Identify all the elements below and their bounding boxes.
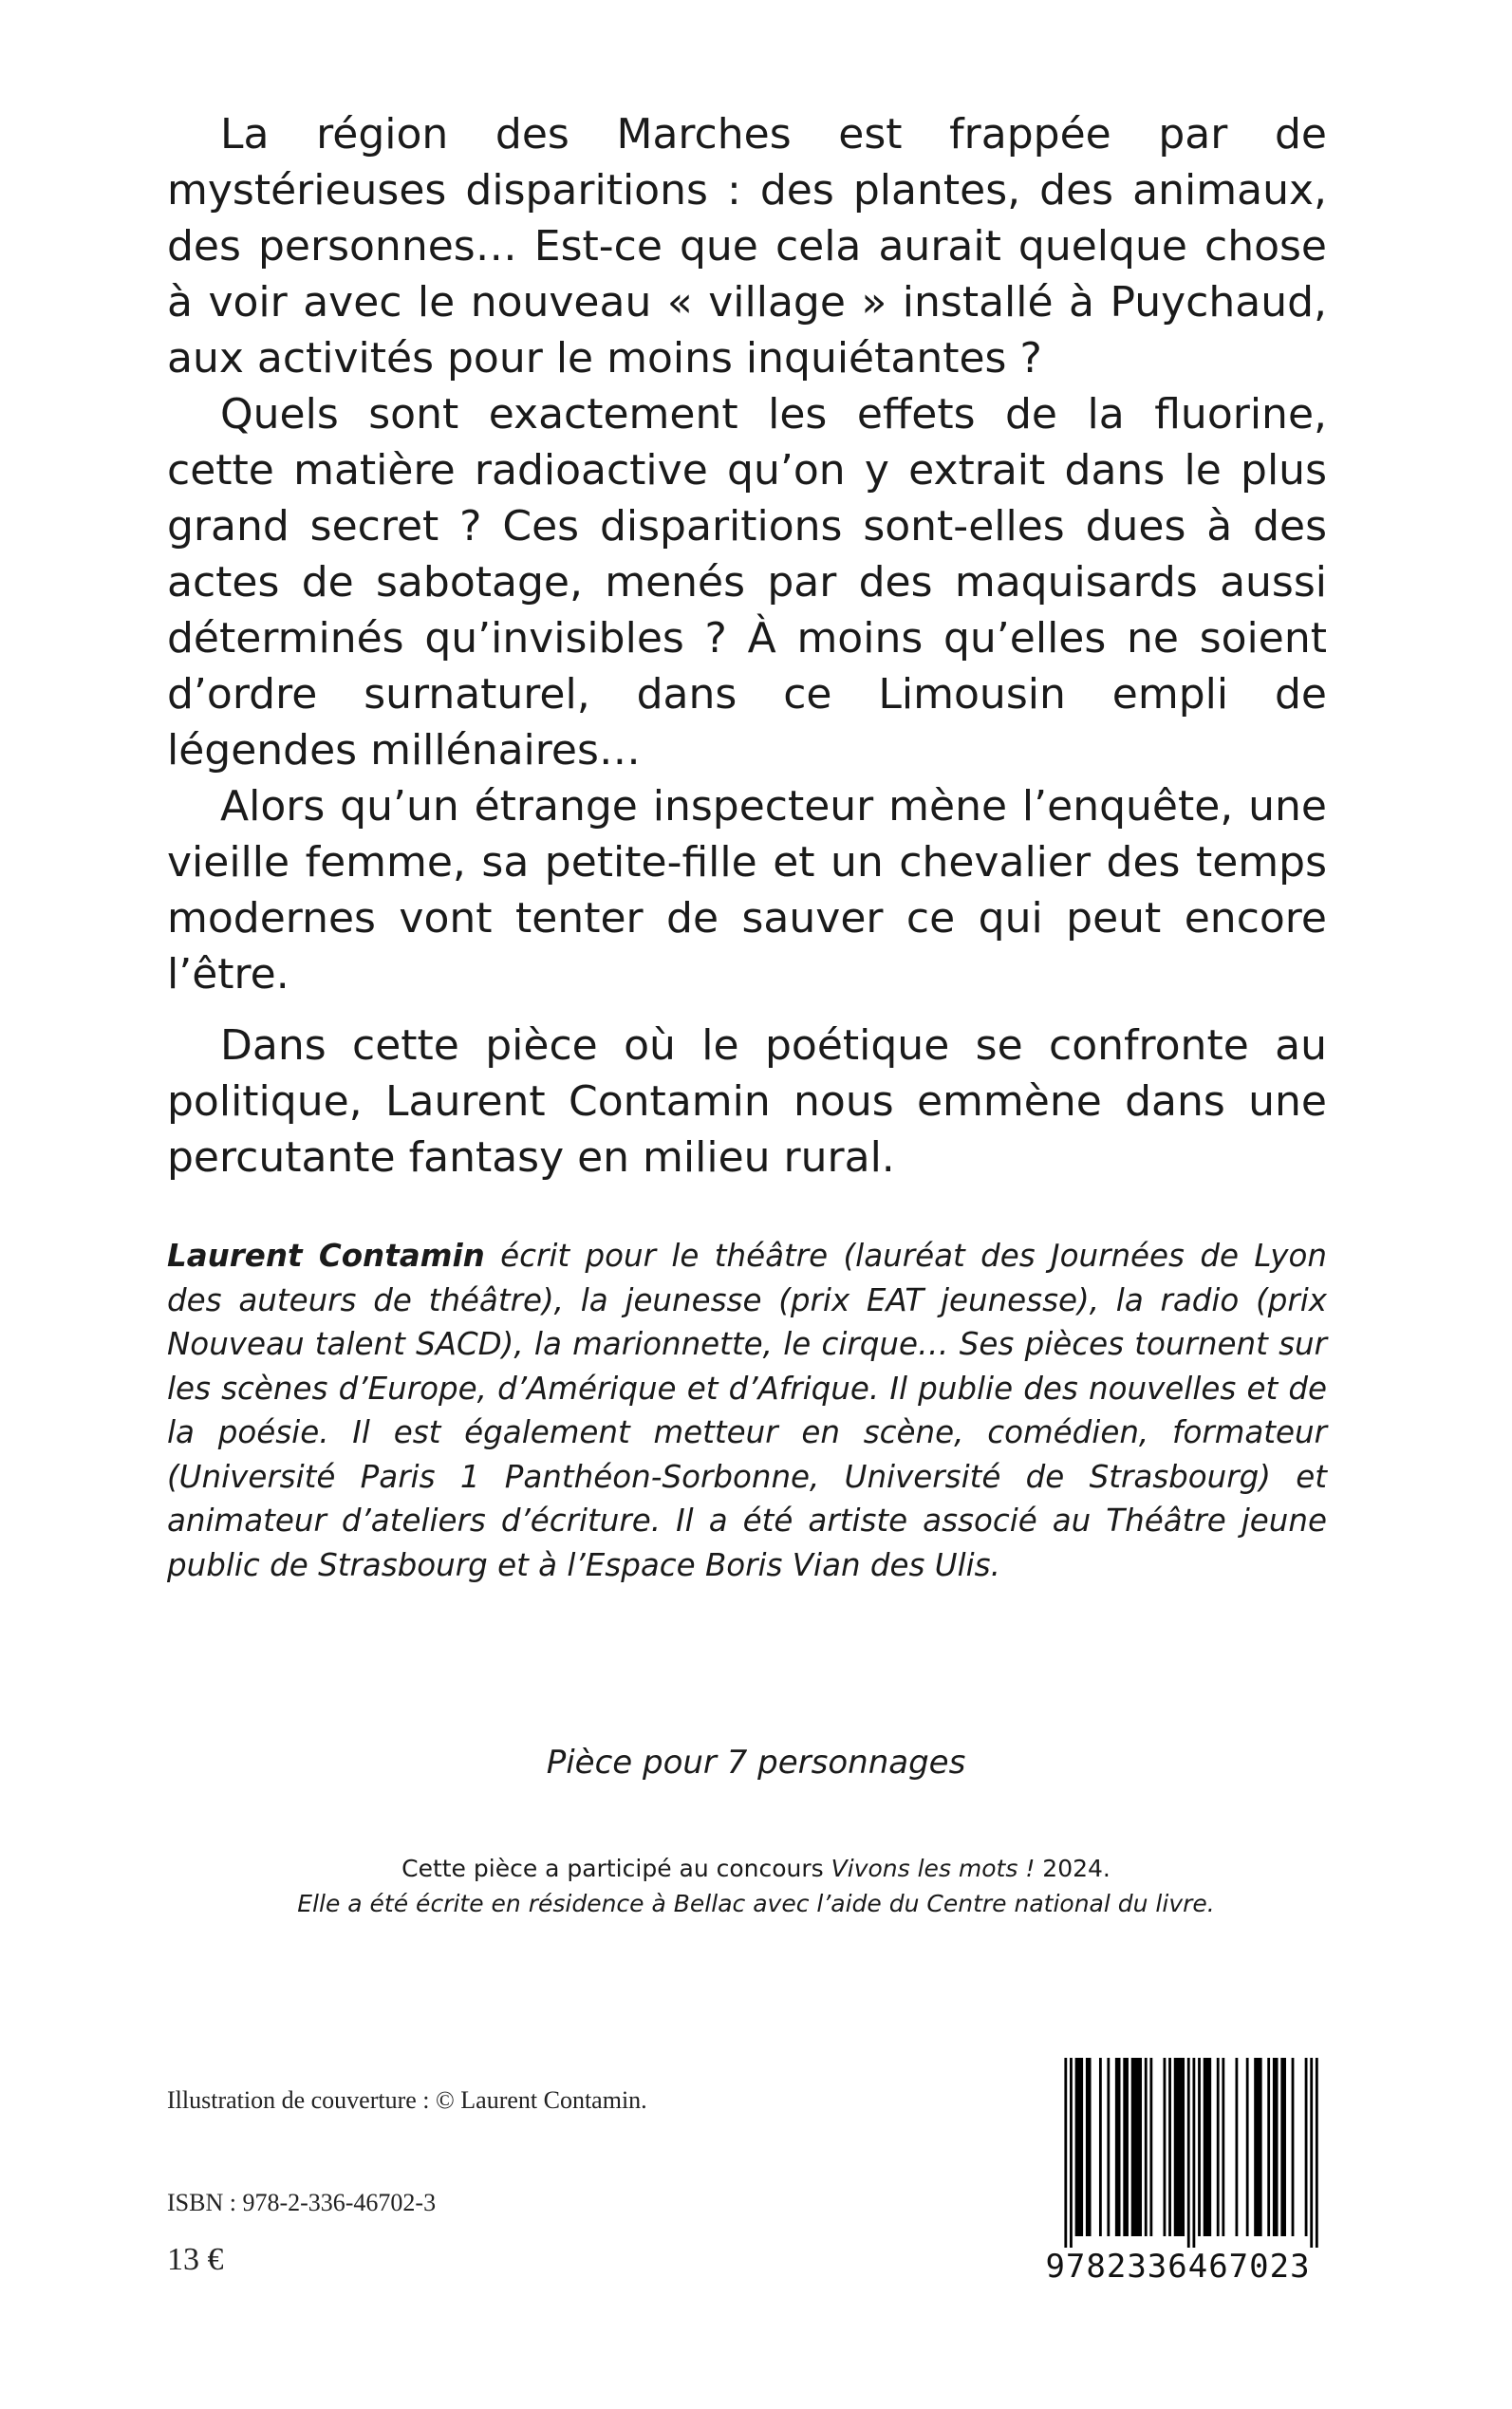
contest-note-prefix: Cette pièce a participé au concours: [401, 1855, 831, 1882]
barcode-bar: [1217, 2058, 1220, 2236]
barcode-bar: [1222, 2058, 1224, 2236]
synopsis-paragraph-1: La région des Marches est frappée par de mystérieuses disparitions : des plantes, des animaux, des personnes… Est-ce que cela aurait quelque chose à voir avec le nouveau « village » installé à Puychaud, aux activités pour le moins inquiétantes ?: [167, 110, 1327, 383]
barcode-bar: [1204, 2058, 1211, 2236]
barcode-bar: [1187, 2058, 1190, 2248]
contest-year: 2024.: [1035, 1855, 1111, 1882]
barcode-bar: [1236, 2058, 1239, 2236]
barcode-bar: [1273, 2058, 1279, 2236]
barcode-bar: [1246, 2058, 1249, 2236]
barcode-bar: [1310, 2058, 1313, 2248]
barcode-bar: [1280, 2058, 1286, 2236]
cast-count: Pièce pour 7 personnages: [546, 1744, 966, 1782]
barcode-bar: [1115, 2058, 1121, 2236]
price: 13 €: [167, 2242, 224, 2277]
residency-note: Elle a été écrite en résidence à Bellac avec l’aide du Centre national du livre.: [297, 1890, 1215, 1917]
barcode-digits: 9782336467023: [1045, 2248, 1311, 2286]
barcode-bar: [1075, 2058, 1083, 2236]
barcode-bar: [1107, 2058, 1110, 2236]
barcode-bar: [1086, 2058, 1092, 2236]
barcode-bar: [1267, 2058, 1270, 2236]
author-bio: [167, 1234, 1327, 1587]
barcode-bar: [1145, 2058, 1148, 2236]
barcode-bar: [1164, 2058, 1167, 2236]
barcode-bar: [1064, 2058, 1067, 2248]
barcode-bar: [1192, 2058, 1195, 2248]
contest-title: Vivons les mots !: [831, 1855, 1036, 1882]
synopsis: [167, 106, 1327, 1186]
author-bio-text: écrit pour le théâtre (lauréat des Journées de Lyon des auteurs de théâtre), la jeunesse (prix EAT jeunesse), la radio (prix Nouveau talent SACD), la marionnette, le cirque… Ses pièces tournent sur les scènes d’Europe, d’Amérique et d’Afrique. Il publie des nouvelles et de la poésie. Il est également metteur en scène, comédien, formateur (Université Paris 1 Panthéon-Sorbonne, Université de Strasbourg) et animateur d’ateliers d’écriture. Il a été artiste associé au Théâtre jeune public de Strasbourg et à l’Espace Boris Vian des Ulis.: [167, 1238, 1327, 1583]
barcode-bar: [1254, 2058, 1261, 2236]
barcode-bar: [1316, 2058, 1318, 2248]
synopsis-paragraph-3: Alors qu’un étrange inspecteur mène l’enquête, une vieille femme, sa petite-fille et un chevalier des temps modernes vont tenter de sauver ce qui peut encore l’être.: [167, 782, 1327, 999]
barcode-bar: [1174, 2058, 1185, 2236]
barcode-bar: [1070, 2058, 1073, 2248]
barcode-bar: [1131, 2058, 1142, 2236]
barcode-bar: [1149, 2058, 1152, 2236]
isbn: ISBN : 978-2-336-46702-3: [167, 2189, 437, 2216]
barcode-bars: [1027, 2058, 1329, 2248]
author-name: Laurent Contamin: [167, 1238, 485, 1274]
synopsis-paragraph-2: Quels sont exactement les effets de la fluorine, cette matière radioactive qu’on y extrait dans le plus grand secret ? Ces disparitions sont-elles dues à des actes de sabotage, menés par des maquisards aussi déterminés qu’invisibles ? À moins qu’elles ne soient d’ordre surnaturel, dans ce Limousin empli de légendes millénaires…: [167, 390, 1327, 775]
barcode-bar: [1305, 2058, 1308, 2236]
barcode-bar: [1123, 2058, 1129, 2236]
barcode-bar: [1099, 2058, 1102, 2236]
barcode-bar: [1198, 2058, 1201, 2236]
cover-illustration-credit: Illustration de couverture : © Laurent Contamin.: [167, 2086, 647, 2114]
barcode-bar: [1292, 2058, 1295, 2236]
contest-note: [0, 1851, 1512, 1921]
barcode-bar: [1168, 2058, 1171, 2236]
synopsis-paragraph-4: Dans cette pièce où le poétique se confronte au politique, Laurent Contamin nous emmène dans une percutante fantasy en milieu rural.: [167, 1021, 1327, 1182]
